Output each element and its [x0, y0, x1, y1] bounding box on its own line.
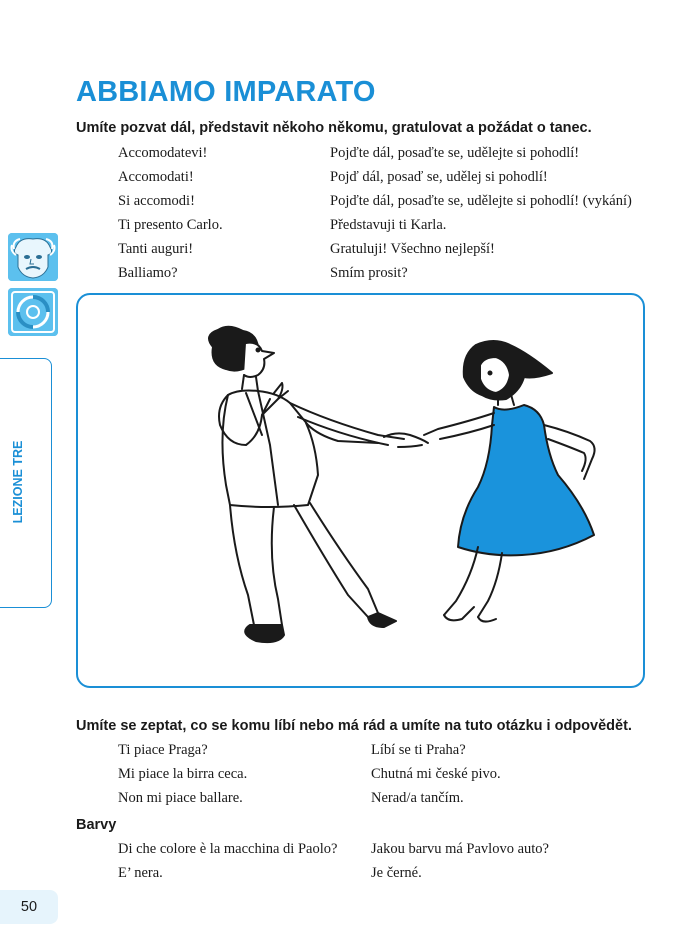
phrase-czech: Jakou barvu má Pavlovo auto?: [371, 841, 549, 857]
section-heading-invitations: Umíte pozvat dál, představit někoho někomu, gratulovat a požádat o tanec.: [76, 120, 592, 136]
phrase-czech: Gratuluji! Všechno nejlepší!: [330, 241, 495, 257]
dance-illustration-frame: [76, 293, 645, 688]
phrase-italian: E’ nera.: [118, 865, 163, 881]
page-number: 50: [0, 890, 58, 924]
phrase-italian: Balliamo?: [118, 265, 178, 281]
phrase-czech: Pojďte dál, posaďte se, udělejte si pohodlí!: [330, 145, 580, 161]
phrase-czech: Pojďte dál, posaďte se, udělejte si pohodlí! (vykání): [330, 193, 632, 209]
phrase-czech: Nerad/a tančím.: [371, 790, 464, 806]
phrase-italian: Ti presento Carlo.: [118, 217, 223, 233]
audio-disc-icon: [8, 288, 58, 336]
phrase-italian: Tanti auguri!: [118, 241, 194, 257]
phrase-czech: Líbí se ti Praha?: [371, 742, 466, 758]
phrase-italian: Si accomodi!: [118, 193, 195, 209]
phrase-czech: Chutná mi české pivo.: [371, 766, 501, 782]
section-heading-likes: Umíte se zeptat, co se komu líbí nebo má rád a umíte na tuto otázku i odpovědět.: [76, 718, 632, 734]
phrase-italian: Mi piace la birra ceca.: [118, 766, 248, 782]
phrase-italian: Accomodati!: [118, 169, 194, 185]
dancing-couple-illustration: [78, 295, 643, 686]
portrait-icon: [8, 233, 58, 281]
phrase-czech: Pojď dál, posaď se, udělej si pohodlí!: [330, 169, 548, 185]
phrase-italian: Ti piace Praga?: [118, 742, 208, 758]
page-title: ABBIAMO IMPARATO: [76, 76, 376, 108]
phrase-italian: Accomodatevi!: [118, 145, 208, 161]
lesson-side-tab: [0, 358, 52, 608]
phrase-czech: Smím prosit?: [330, 265, 408, 281]
section-heading-colors: Barvy: [76, 817, 117, 833]
phrase-italian: Di che colore è la macchina di Paolo?: [118, 841, 338, 857]
phrase-italian: Non mi piace ballare.: [118, 790, 243, 806]
phrase-czech: Je černé.: [371, 865, 422, 881]
lesson-label: LEZIONE TRE: [11, 440, 25, 524]
phrase-czech: Představuji ti Karla.: [330, 217, 447, 233]
